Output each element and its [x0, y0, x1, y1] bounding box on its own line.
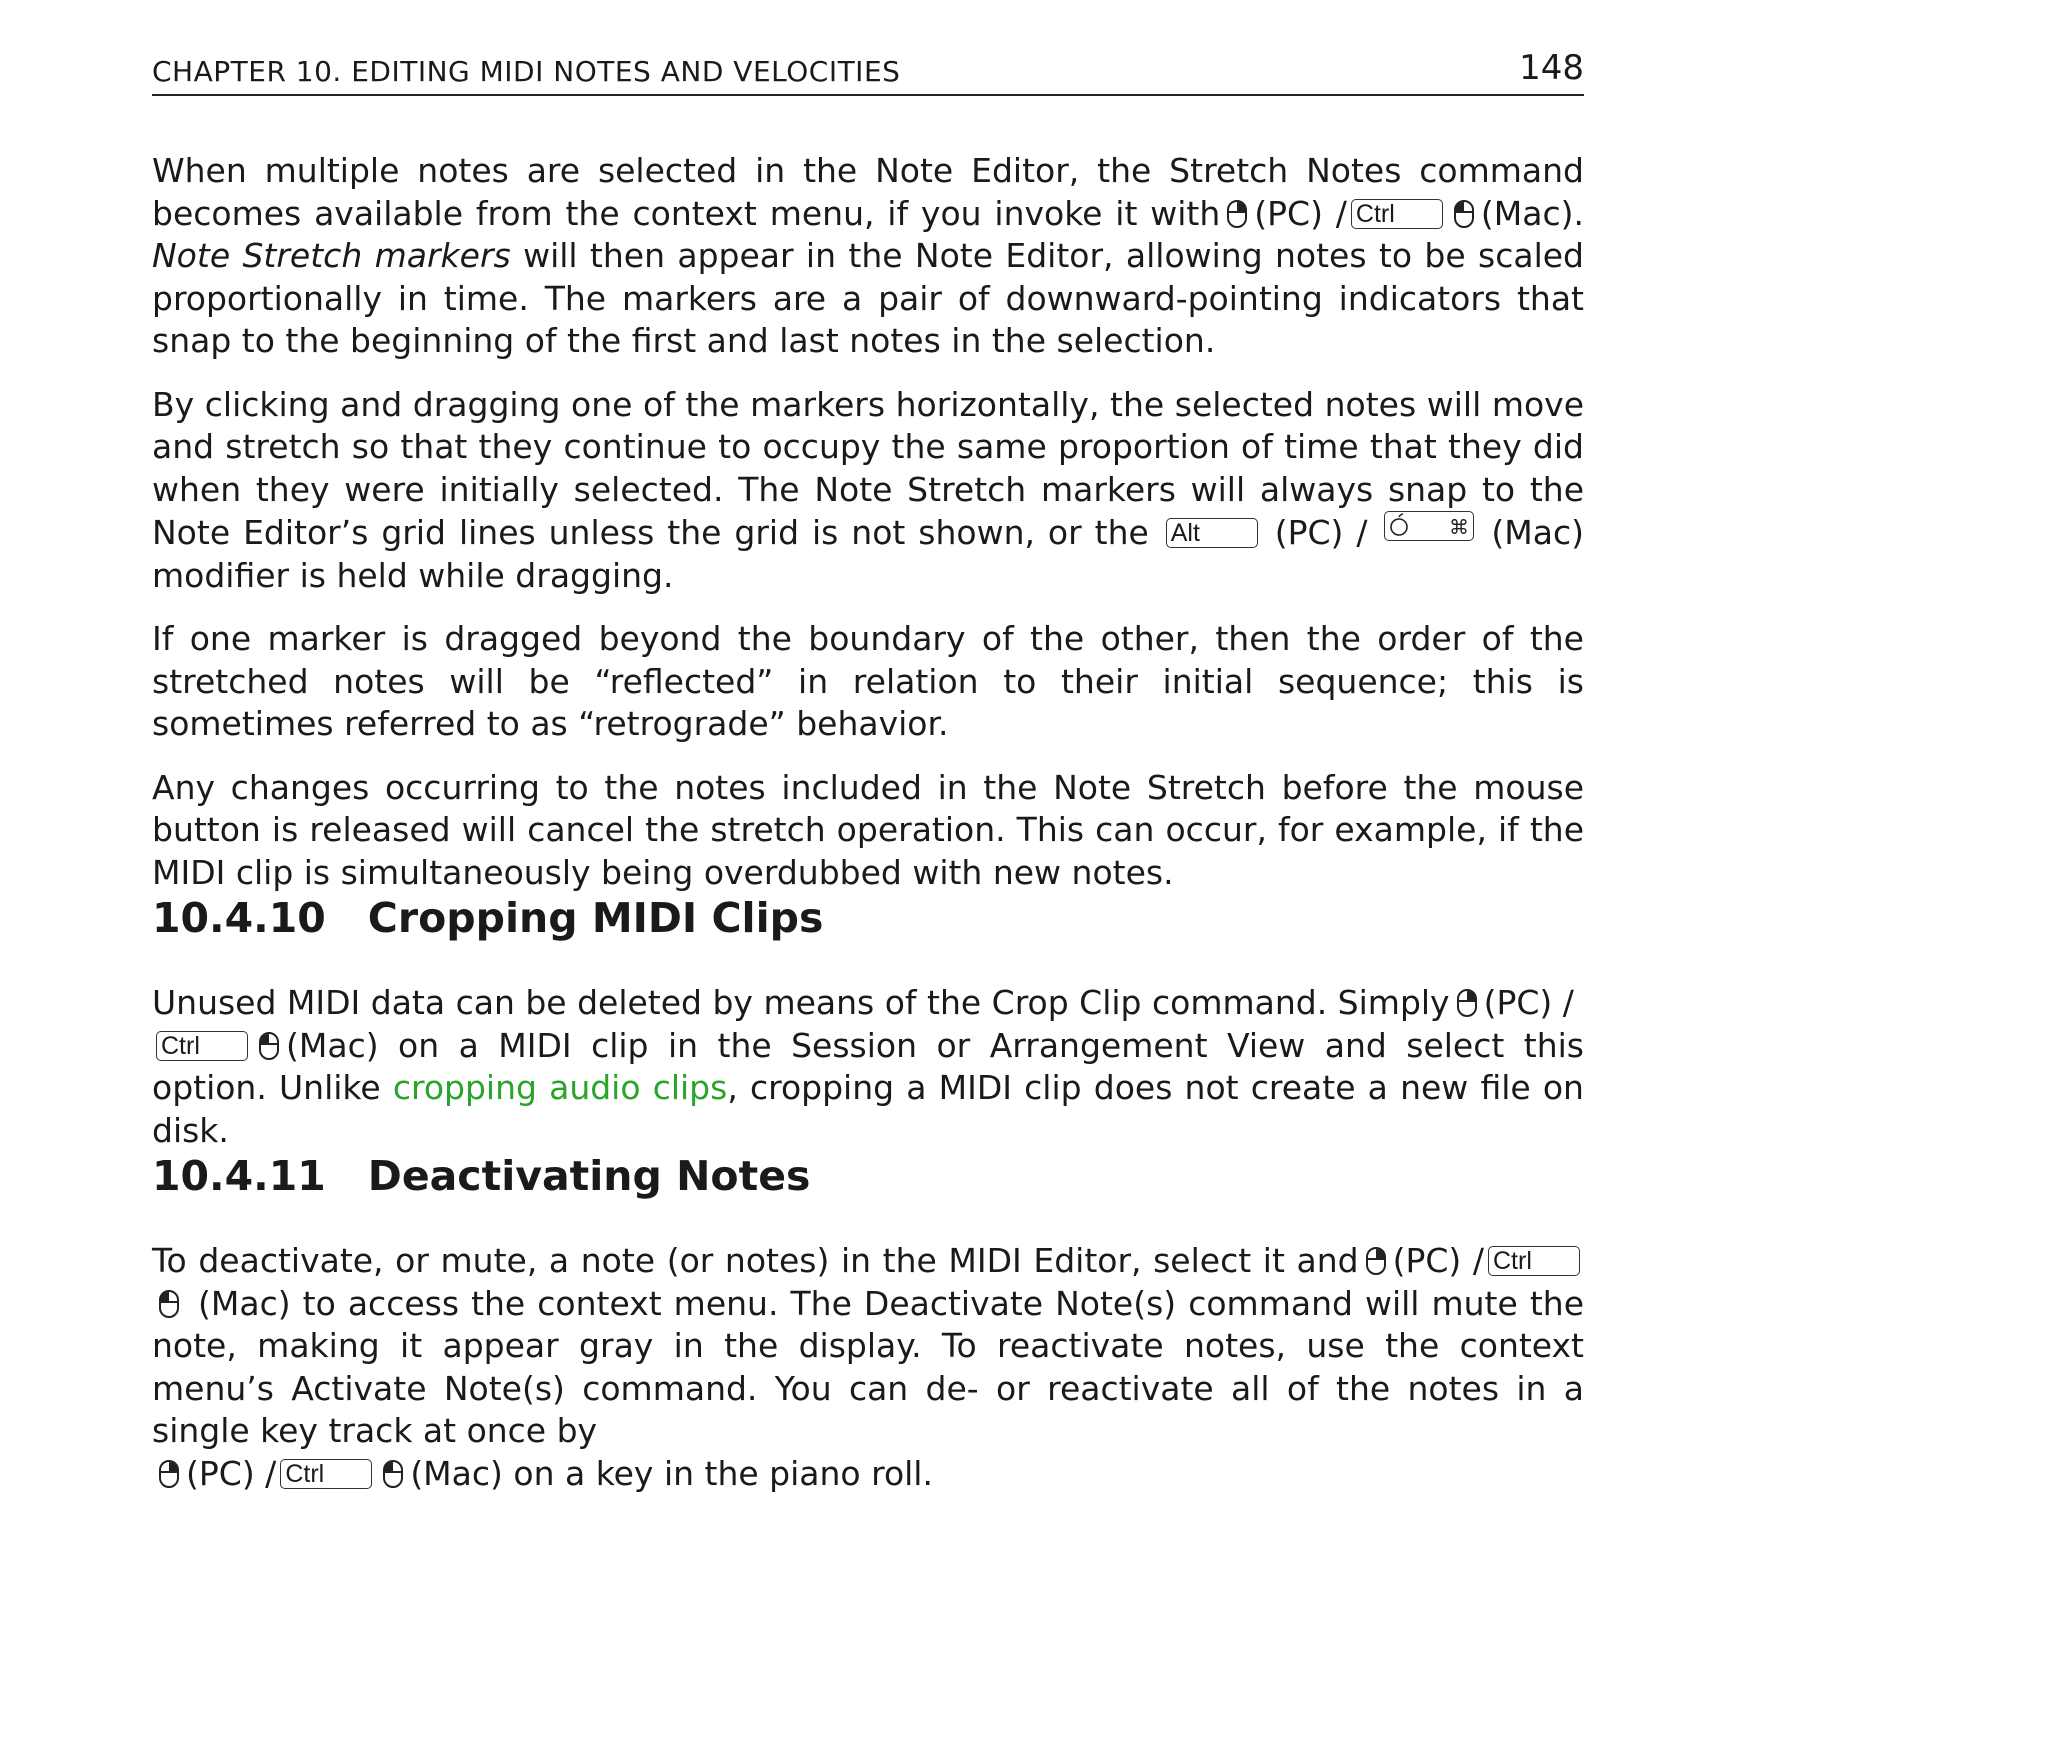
- ctrl-key-icon: Ctrl: [1488, 1246, 1580, 1276]
- deact-text-2: (PC) /: [1392, 1241, 1484, 1280]
- para1-text-2: (PC) /: [1254, 193, 1347, 233]
- crop-text-2: (PC) /: [1483, 983, 1574, 1022]
- mouse-left-click-icon: [258, 1031, 280, 1061]
- section-heading-cropping: [152, 894, 1584, 942]
- mouse-left-click-icon: [158, 1289, 180, 1319]
- deact-text-1: To deactivate, or mute, a note (or notes) in the MIDI Editor, select it and: [152, 1241, 1359, 1280]
- para1-text-3: (Mac).: [1480, 193, 1584, 233]
- mouse-right-click-icon: [1456, 988, 1478, 1018]
- apple-command-key-icon: [1384, 511, 1474, 541]
- paragraph-dragging-markers: [152, 384, 1584, 598]
- mouse-left-click-icon: [382, 1459, 404, 1489]
- section-title: Deactivating Notes: [367, 1152, 811, 1200]
- cropping-audio-clips-link[interactable]: cropping audio clips: [392, 1068, 728, 1107]
- deact-text-5: (Mac) on a key in the piano roll.: [410, 1453, 933, 1493]
- section-heading-deactivating: [152, 1152, 1584, 1200]
- mouse-right-click-icon: [1365, 1246, 1387, 1276]
- paragraph-deactivating: [152, 1240, 1584, 1495]
- paragraph-retrograde: If one marker is dragged beyond the boundary of the other, then the order of the stretched notes will be “reflected” in relation to their initial sequence; this is sometimes referred to as “retrograde” behavior.: [152, 619, 1584, 743]
- document-page: [152, 40, 1584, 1495]
- mouse-right-click-icon: [158, 1459, 180, 1489]
- deact-text-3: (Mac) to access the context menu. The Deactivate Note(s) command will mute the note, making it appear gray in the display. To reactivate notes, use the context menu’s Activate Note(s) command. You can de- or reactivate all of the notes in a single key track at once by: [152, 1283, 1584, 1450]
- deact-text-4: (PC) /: [186, 1453, 277, 1493]
- para1-text-1: When multiple notes are selected in the Note Editor, the Stretch Notes command becomes available from the context menu, if you invoke it with: [152, 151, 1584, 233]
- section-title: Cropping MIDI Clips: [367, 894, 824, 942]
- page-number: 148: [1519, 48, 1584, 88]
- ctrl-key-icon: Ctrl: [1351, 199, 1443, 229]
- ctrl-key-icon: Ctrl: [280, 1459, 372, 1489]
- crop-text-3: (Mac) on a MIDI clip in the Session or Arrangement View and select this option. Unlike: [152, 1025, 1584, 1107]
- svg-text:⌘: ⌘: [1449, 515, 1470, 539]
- paragraph-stretch-notes: [152, 150, 1584, 363]
- para2-text-1: By clicking and dragging one of the markers horizontally, the selected notes will move and stretch so that they continue to occupy the same proportion of time that they did when they were initially selected. The Note Stretch markers will always snap to the Note Editor’s grid lines unless the grid is not shown, or the: [152, 384, 1584, 552]
- section-number: 10.4.10: [152, 894, 326, 942]
- paragraph-cropping: [152, 982, 1584, 1152]
- ctrl-key-icon: Ctrl: [156, 1031, 248, 1061]
- para2-text-3: (Mac) modifier is held while dragging.: [152, 513, 1584, 595]
- para1-text-5: will then appear in the Note Editor, allowing notes to be scaled proportionally in time. The markers are a pair of downward-pointing indicators that snap to the beginning of the first and last notes in the selection.: [152, 236, 1584, 360]
- running-header: [152, 40, 1584, 96]
- mouse-right-click-icon: [1226, 199, 1248, 229]
- note-stretch-markers-term: Note Stretch markers: [152, 236, 511, 275]
- paragraph-cancel-stretch: Any changes occurring to the notes included in the Note Stretch before the mouse button is released will cancel the stretch operation. This can occur, for example, if the MIDI clip is simultaneously being overdubbed with new notes.: [152, 767, 1584, 892]
- crop-text-4: , cropping a MIDI clip does not create a new file on disk.: [152, 1068, 1584, 1150]
- alt-key-icon: Alt: [1166, 518, 1258, 548]
- para2-text-2: (PC) /: [1274, 513, 1368, 552]
- crop-text-1: Unused MIDI data can be deleted by means of the Crop Clip command. Simply: [152, 983, 1450, 1022]
- section-number: 10.4.11: [152, 1152, 326, 1200]
- chapter-title: CHAPTER 10. EDITING MIDI NOTES AND VELOCITIES: [152, 55, 901, 88]
- mouse-left-click-icon: [1453, 199, 1475, 229]
